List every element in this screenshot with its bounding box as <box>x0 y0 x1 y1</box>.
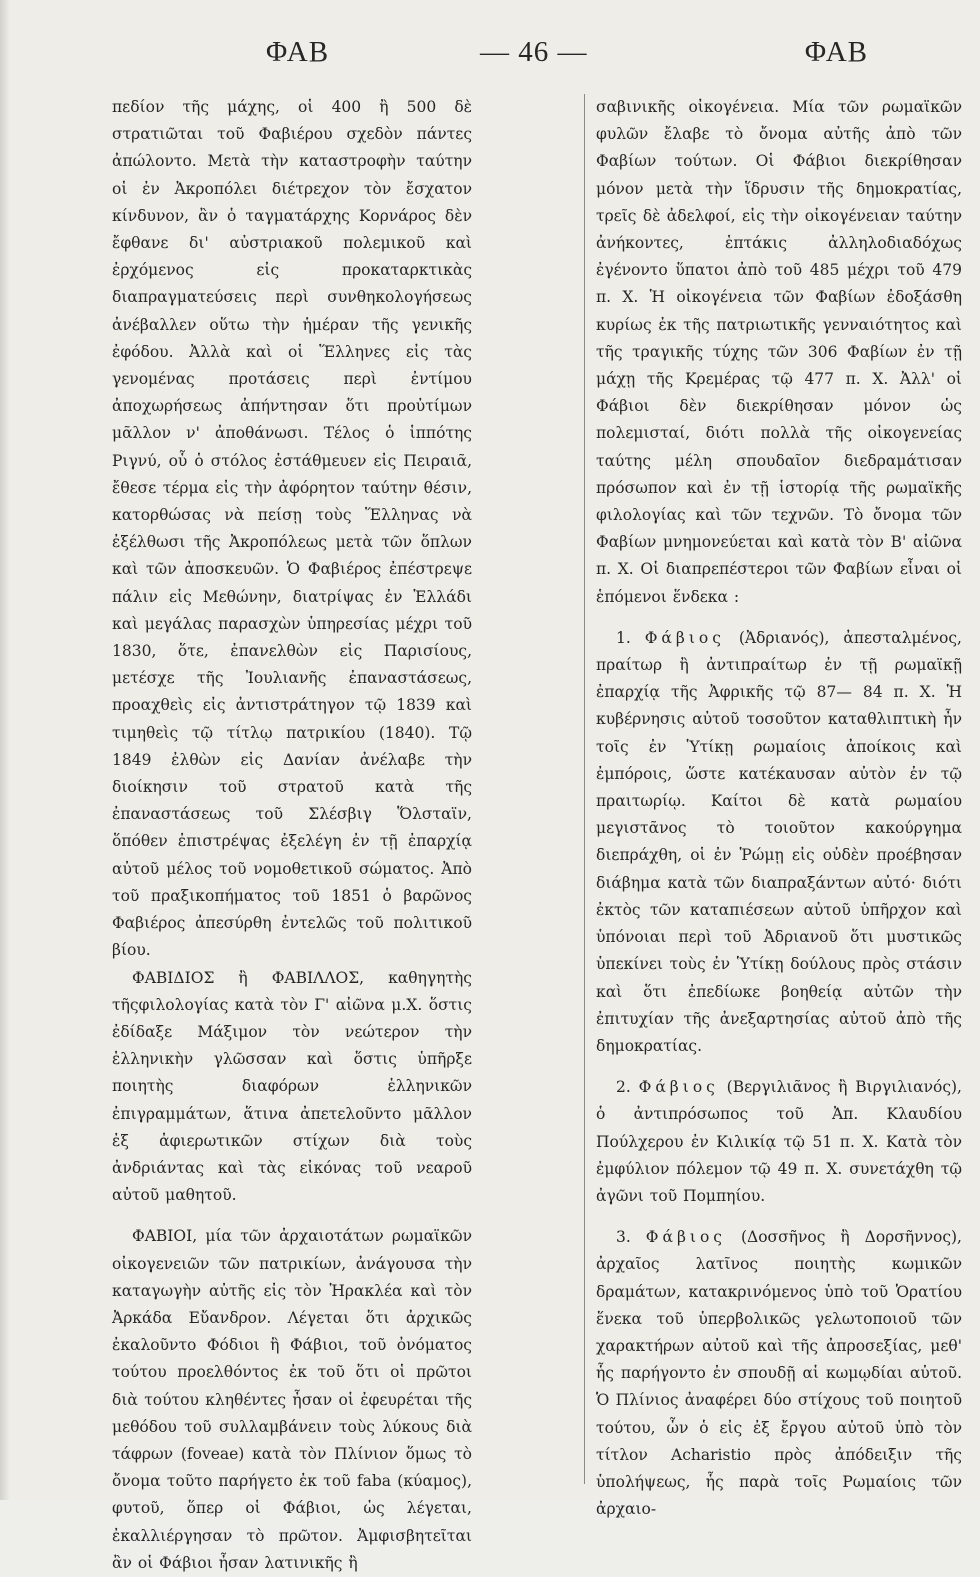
entry-name: Φάβιος <box>645 1228 726 1247</box>
entry-fabios-3 <box>596 1224 962 1523</box>
entry-text: (Βεργιλιᾶνος ἢ Βιργιλιανός), ὁ ἀντιπρόσωπος τοῦ Ἀπ. Κλαυδίου Πούλχερου ἐν Κιλικίᾳ τῷ 51 π. Χ. Κατὰ τὸν ἐμφύλιον πόλεμον τῷ 49 π. Χ. συνετάχθη τῷ ἀγῶνι τοῦ Πομπηίου. <box>596 1078 962 1205</box>
entry-fabios-2 <box>596 1074 962 1210</box>
right-column <box>596 94 962 1523</box>
entry-text: (Ἀδριανός), ἀπεσταλμένος, πραίτωρ ἢ ἀντιπραίτωρ ἐν τῇ ρωμαϊκῇ ἐπαρχίᾳ τῆς Ἀφρικῆς τῷ 87— 84 π. Χ. Ἡ κυβέρνησις αὐτοῦ τοσοῦτον καταθλιπτικὴ ἦν τοῖς ἐν Ὑτίκῃ ρωμαίοις ἀποίκοις καὶ ἐμπόροις, ὥστε κατέκαυσαν αὐτὸν ἐν τῷ πραιτωρίῳ. Καίτοι δὲ κατὰ ρωμαίου μεγιστᾶνος τὸ τοιοῦτον κακούργημα διεπράχθη, οἱ ἐν Ῥώμῃ εἰς οὐδὲν προέβησαν διάβημα κατὰ τῶν διαπραξάντων αὐτό· διότι ἐκτὸς τῶν καταπιέσεων αὐτοῦ ὑπῆρχον καὶ ὑπόνοιαι περὶ τοῦ Ἀδριανοῦ ὅτι μυστικῶς ὑπεκίνει τοὺς ἐν Ὑτίκῃ δούλους πρὸς στάσιν καὶ ὅτι ἐπεδίωκε βοηθείᾳ αὐτῶν τὴν ἐπιτυχίαν τῆς ἀνεξαρτησίας αὐτοῦ ἀπὸ τῆς δημοκρατίας. <box>596 628 962 1055</box>
header-right-word: ΦΑΒ <box>804 36 868 68</box>
entry-name: Φάβιος <box>638 1078 719 1097</box>
entry-number: 1. <box>616 628 631 647</box>
entry-text: (Δοσσῆνος ἢ Δορσῆννος), ἀρχαῖος λατῖνος ποιητὴς κωμικῶν δραμάτων, κατακρινόμενος ὑπὸ τοῦ Ὁρατίου ἕνεκα τοῦ ὑπερβολικῶς γελωτοποιοῦ τῶν χαρακτήρων αὐτοῦ καὶ τῆς ἀπροσεξίας, μεθ' ἧς παρήγοντο ἐν σπουδῇ αἱ κωμῳδίαι αὐτοῦ. Ὁ Πλίνιος ἀναφέρει δύο στίχους τοῦ ποιητοῦ τούτου, ὧν ὁ εἰς ἐξ ἔργου αὐτοῦ ὑπὸ τὸν τίτλον Acharistio πρὸς ἀπόδειξιν τῆς ὑπολήψεως, ἧς παρὰ τοῖς Ρωμαίοις τῶν ἀρχαιο- <box>596 1228 962 1519</box>
left-column <box>112 94 472 1577</box>
entry-name: Φάβιος <box>644 628 725 647</box>
page-number: — 46 — <box>480 36 588 68</box>
entry-fabidios: ΦΑΒΙΔΙΟΣ ἢ ΦΑΒΙΛΛΟΣ, καθηγητὴς τῆςφιλολογίας κατὰ τὸν Γ' αἰῶνα μ.Χ. ὅστις ἐδίδαξε Μάξιμον τὸν νεώτερον τὴν ἑλληνικὴν γλῶσσαν καὶ ὅστις ὑπῆρξε ποιητὴς διαφόρων ἑλληνικῶν ἐπιγραμμάτων, ἅτινα ἀπετελοῦντο μᾶλλον ἐξ ἀφιερωτικῶν στίχων διὰ τοὺς ἀνδριάντας καὶ τὰς εἰκόνας τοῦ νεαροῦ αὐτοῦ μαθητοῦ. <box>112 968 472 1205</box>
entry-number: 2. <box>616 1078 631 1097</box>
entry-number: 3. <box>616 1228 631 1247</box>
left-paragraph-1: πεδίον τῆς μάχης, οἱ 400 ἢ 500 δὲ στρατιῶται τοῦ Φαβιέρου σχεδὸν πάντες ἀπώλοντο. Μετὰ τὴν καταστροφὴν ταύτην οἱ ἐν Ἀκροπόλει διέτρεχον τὸν ἔσχατον κίνδυνον, ἂν ὁ ταγματάρχης Κορνάρος δὲν ἔφθανε δι' αὐστριακοῦ πολεμικοῦ καὶ ἐρχόμενος εἰς προκαταρκτικὰς διαπραγματεύσεις περὶ συνθηκολογήσεως ἀνέβαλλεν οὕτω τὴν ἡμέραν τῆς γενικῆς ἐφόδου. Ἀλλὰ καὶ οἱ Ἕλληνες εἰς τὰς γενομένας προτάσεις περὶ ἐντίμου ἀποχωρήσεως ἀπήντησαν ὅτι προὐτίμων μᾶλλον ν' ἀποθάνωσι. Τέλος ὁ ἱππότης Ριγνύ, οὗ ὁ στόλος ἐστάθμευεν εἰς Πειραιᾶ, ἔθεσε τέρμα εἰς τὴν ἀφόρητον ταύτην θέσιν, κατορθώσας νὰ πείσῃ τοὺς Ἕλληνας νὰ ἐξέλθωσι τῆς Ἀκροπόλεως μετὰ τῶν ὅπλων καὶ τῶν ἀποσκευῶν. Ὁ Φαβιέρος ἐπέστρεψε πάλιν εἰς Μεθώνην, διατρίψας ἐν Ἑλλάδι καὶ μεγάλας παρασχὼν ὑπηρεσίας μέχρι τοῦ 1830, ὅτε, ἐπανελθὼν εἰς Παρισίους, μετέσχε τῆς Ἰουλιανῆς ἐπαναστάσεως, προαχθεὶς εἰς ἀντιστράτηγον τῷ 1839 καὶ τιμηθεὶς τῷ τίτλῳ πατρικίου (1840). Τῷ 1849 ἐλθὼν εἰς Δανίαν ἀνέλαβε τὴν διοίκησιν τοῦ στρατοῦ κατὰ τῆς ἐπαναστάσεως τοῦ Σλέσβιγ Ὅλσταϊν, ὅπόθεν ἐπιστρέψας ἐξελέγη ἐν τῇ ἐπαρχίᾳ αὐτοῦ μέλος τοῦ νομοθετικοῦ σώματος. Ἀπὸ τοῦ πραξικοπήματος τοῦ 1851 ὁ βαρῶνος Φαβιέρος ἀπεσύρθη ἐντελῶς τοῦ πολιτικοῦ βίου. <box>112 98 472 960</box>
page-edge-shadow <box>0 0 10 1500</box>
entry-fabioi: ΦΑΒΙΟΙ, μία τῶν ἀρχαιοτάτων ρωμαϊκῶν οἰκογενειῶν τῶν πατρικίων, ἀνάγουσα τὴν καταγωγὴν αὐτῆς εἰς τὸν Ἡρακλέα καὶ τὸν Ἀρκάδα Εὔανδρον. Λέγεται ὅτι ἀρχικῶς ἐκαλοῦντο Φόδιοι ἢ Φάβιοι, τοῦ ὀνόματος τούτου προελθόντος ἐκ τοῦ ὅτι οἱ πρῶτοι διὰ τούτου κληθέντες ἦσαν οἱ ἐφευρέται τῆς μεθόδου τοῦ συλλαμβάνειν τοὺς λύκους διὰ τάφρων (foveae) κατὰ τὸν Πλίνιον ὅμως τὸ ὄνομα τοῦτο παρήγετο ἐκ τοῦ faba (κύαμος), φυτοῦ, ὅπερ οἱ Φάβιοι, ὡς λέγεται, ἐκαλλιέργησαν τὸ πρῶτον. Ἀμφισβητεῖται ἂν οἱ Φάβιοι ἦσαν λατινικῆς ἢ <box>112 1227 472 1572</box>
right-paragraph-1: σαβινικῆς οἰκογένεια. Μία τῶν ρωμαϊκῶν φυλῶν ἔλαβε τὸ ὄνομα αὐτῆς ἀπὸ τῶν Φαβίων τούτων. Οἱ Φάβιοι διεκρίθησαν μόνον μετὰ τὴν ἵδρυσιν τῆς δημοκρατίας, τρεῖς δὲ ἀδελφοί, εἰς τὴν οἰκογένειαν ταύτην ἀνήκοντες, ἑπτάκις ἀλληλοδιαδόχως ἐγένοντο ὕπατοι ἀπὸ τοῦ 485 μέχρι τοῦ 479 π. Χ. Ἡ οἰκογένεια τῶν Φαβίων ἐδοξάσθη κυρίως ἐκ τῆς πατριωτικῆς γενναιότητος καὶ τῆς τραγικῆς τύχης τῶν 306 Φαβίων ἐν τῇ μάχῃ τῆς Κρεμέρας τῷ 477 π. Χ. Ἀλλ' οἱ Φάβιοι δὲν διεκρίθησαν μόνον ὡς πολεμισταί, διότι πολλὰ τῆς οἰκογενείας ταύτης μέλη σπουδαῖον διεδραμάτισαν πρόσωπον καὶ ἐν τῇ ἱστορίᾳ τῆς ρωμαϊκῆς φιλολογίας καὶ τῶν τεχνῶν. Τὸ ὄνομα τῶν Φαβίων μνημονεύεται καὶ κατὰ τὸν Β' αἰῶνα π. Χ. Οἱ διαπρεπέστεροι τῶν Φαβίων εἶναι οἱ ἑπόμενοι ἕνδεκα : <box>596 98 962 606</box>
running-header <box>100 36 880 80</box>
entry-fabios-1 <box>596 625 962 1060</box>
header-left-word: ΦΑΒ <box>266 36 330 68</box>
column-divider <box>584 94 585 1484</box>
